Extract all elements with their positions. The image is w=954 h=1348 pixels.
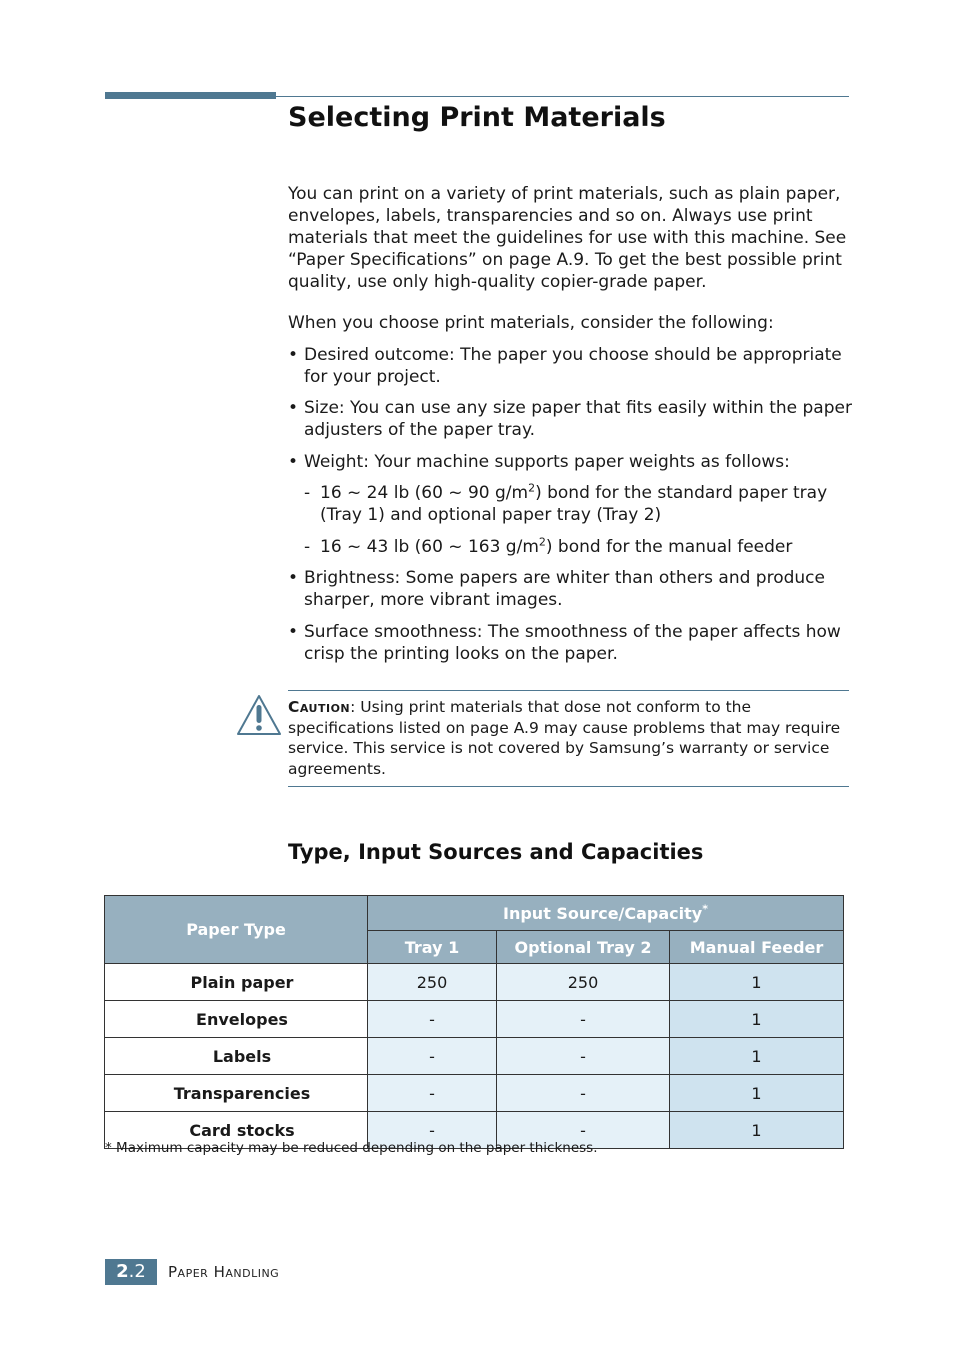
- dash-marker: -: [304, 483, 311, 503]
- page-title: Selecting Print Materials: [288, 102, 666, 133]
- cell-manual: 1: [670, 1075, 844, 1112]
- cell-tray2: 250: [497, 964, 670, 1001]
- dash-marker: -: [304, 537, 311, 557]
- col-header-optional-tray2: Optional Tray 2: [497, 931, 670, 964]
- bullet-desired-outcome: [288, 344, 858, 388]
- page-number-suffix: .2: [128, 1261, 146, 1282]
- table-footnote: * Maximum capacity may be reduced depending on the paper thickness.: [105, 1140, 598, 1156]
- caution-label: Caution: [288, 698, 351, 716]
- cell-tray2: -: [497, 1075, 670, 1112]
- weight-text-pre: 16 ~ 43 lb (60 ~ 163 g/m: [320, 537, 539, 557]
- cell-paper-type: Labels: [105, 1038, 368, 1075]
- bullet-text: Weight: Your machine supports paper weights as follows:: [304, 452, 790, 472]
- weight-text-post: ) bond for the manual feeder: [545, 537, 793, 557]
- bullet-dot: •: [288, 568, 299, 588]
- table-row: [105, 964, 844, 1001]
- col-header-tray1: Tray 1: [368, 931, 497, 964]
- chapter-number: 2: [116, 1261, 129, 1282]
- capacity-table: [104, 895, 844, 1149]
- cell-tray1: 250: [368, 964, 497, 1001]
- table-row: [105, 1038, 844, 1075]
- cell-paper-type: Plain paper: [105, 964, 368, 1001]
- cell-manual: 1: [670, 964, 844, 1001]
- bullet-smoothness: [288, 621, 858, 665]
- table-row: [105, 1001, 844, 1038]
- weight-text-post: ) bond for the standard paper tray (Tray 1) and optional paper tray (Tray 2): [320, 483, 828, 525]
- cell-paper-type: Card stocks: [105, 1112, 368, 1149]
- cell-tray2: -: [497, 1112, 670, 1149]
- cell-paper-type: Envelopes: [105, 1001, 368, 1038]
- bullet-weight: [288, 451, 858, 473]
- bullet-text: Brightness: Some papers are whiter than others and produce sharper, more vibrant images.: [304, 568, 825, 610]
- col-header-input-source: [368, 896, 844, 931]
- weight-item-trays: [304, 482, 858, 526]
- cell-tray2: -: [497, 1001, 670, 1038]
- section-title: Type, Input Sources and Capacities: [288, 840, 704, 864]
- cell-manual: 1: [670, 1112, 844, 1149]
- cell-manual: 1: [670, 1001, 844, 1038]
- caution-body: : Using print materials that dose not conform to the specifications listed on page A.9 may cause problems that may require service. This service is not covered by Samsung’s warranty or service agreements.: [288, 698, 841, 778]
- page-number: [105, 1259, 157, 1285]
- bullet-dot: •: [288, 345, 299, 365]
- bullet-dot: •: [288, 622, 299, 642]
- cell-tray1: -: [368, 1112, 497, 1149]
- cell-tray2: -: [497, 1038, 670, 1075]
- col-header-input-source-label: Input Source/Capacity: [503, 903, 703, 923]
- cell-tray1: -: [368, 1001, 497, 1038]
- bullet-dot: •: [288, 452, 299, 472]
- footnote-mark: *: [702, 902, 708, 916]
- cell-tray1: -: [368, 1038, 497, 1075]
- weight-item-manual: [304, 536, 858, 558]
- bullet-text: Surface smoothness: The smoothness of the paper affects how crisp the printing looks on the paper.: [304, 622, 841, 664]
- table-row: [105, 1075, 844, 1112]
- warning-triangle-icon: [236, 694, 282, 736]
- superscript: 2: [528, 481, 536, 495]
- intro-lead: When you choose print materials, consider the following:: [288, 313, 774, 333]
- caution-text: [288, 697, 849, 779]
- bullet-text: Desired outcome: The paper you choose should be appropriate for your project.: [304, 345, 842, 387]
- bullet-size: [288, 397, 858, 441]
- caution-box: [288, 690, 849, 787]
- col-header-paper-type: Paper Type: [105, 896, 368, 964]
- bullet-text: Size: You can use any size paper that fits easily within the paper adjusters of the paper tray.: [304, 398, 852, 440]
- cell-paper-type: Transparencies: [105, 1075, 368, 1112]
- cell-manual: 1: [670, 1038, 844, 1075]
- col-header-manual-feeder: Manual Feeder: [670, 931, 844, 964]
- superscript: 2: [538, 535, 546, 549]
- header-rule-thin: [276, 96, 849, 97]
- bullet-brightness: [288, 567, 858, 611]
- cell-tray1: -: [368, 1075, 497, 1112]
- bullet-dot: •: [288, 398, 299, 418]
- header-rule-thick: [105, 92, 276, 99]
- weight-text-pre: 16 ~ 24 lb (60 ~ 90 g/m: [320, 483, 529, 503]
- footer-section-name: Paper Handling: [168, 1263, 280, 1281]
- intro-paragraph: You can print on a variety of print materials, such as plain paper, envelopes, labels, transparencies and so on. Always use print materials that meet the guidelines for use with this machine. See “Paper Specifications” on page A.9. To get the best possible print quality, use only high-quality copier-grade paper.: [288, 184, 847, 292]
